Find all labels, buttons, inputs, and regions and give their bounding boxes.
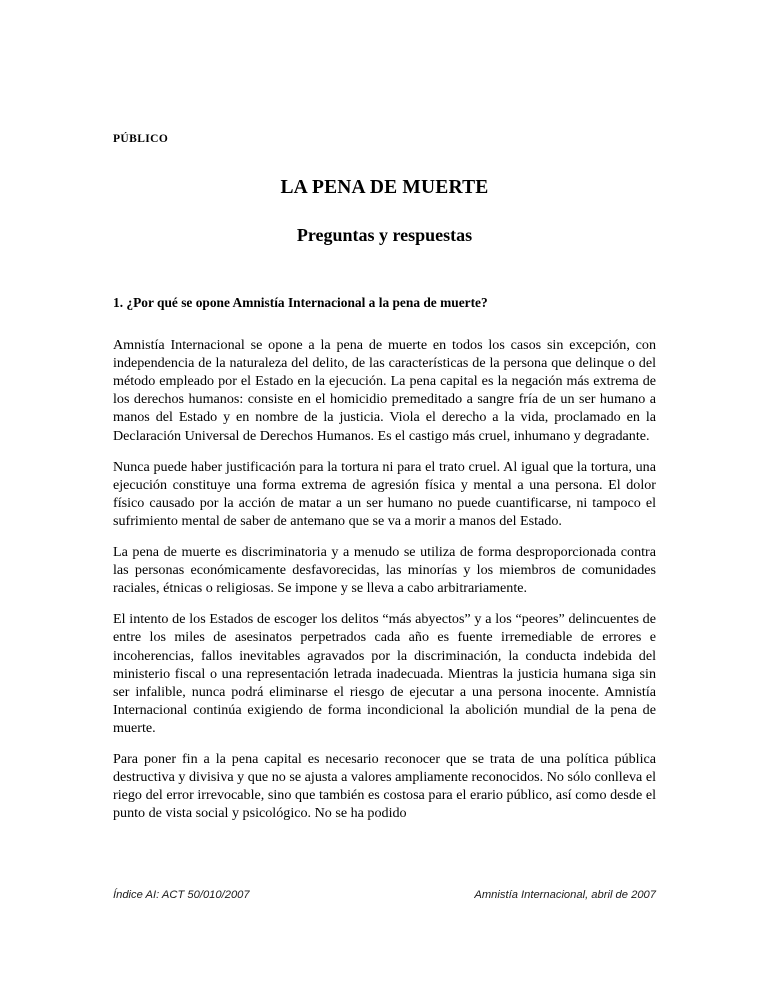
body-paragraph: Para poner fin a la pena capital es necesario reconocer que se trata de una política pública destructiva y divisiva y que no se ajusta a valores ampliamente reconocidos. No sólo conlleva el riego del error irrevocable, sino que también es costosa para el erario público, así como desde el punto de vista social y psicológico. No se ha podido bbox=[113, 750, 656, 822]
body-paragraph: El intento de los Estados de escoger los delitos “más abyectos” y a los “peores” delincuentes de entre los miles de asesinatos perpetrados cada año es fuente irremediable de errores e incoherencias, fallos inevitables agravados por la discriminación, la conducta indebida del ministerio fiscal o una representación letrada inadecuada. Mientras la justicia humana siga sin ser infalible, nunca podrá eliminarse el riesgo de ejecutar a una persona inocente. Amnistía Internacional continúa exigiendo de forma incondicional la abolición mundial de la pena de muerte. bbox=[113, 611, 656, 736]
body-paragraph: Amnistía Internacional se opone a la pena de muerte en todos los casos sin excepción, con independencia de la naturaleza del delito, de las características de la persona que delinque o del método empleado por el Estado en la ejecución. La pena capital es la negación más extrema de los derechos humanos: consiste en el homicidio premeditado a sangre fría de un ser humano a manos del Estado y en nombre de la justicia. Viola el derecho a la vida, proclamado en la Declaración Universal de Derechos Humanos. Es el castigo más cruel, inhumano y degradante. bbox=[113, 337, 656, 444]
footer-organization-date: Amnistía Internacional, abril de 2007 bbox=[474, 889, 656, 901]
page-subtitle: Preguntas y respuestas bbox=[296, 225, 473, 246]
footer-index-label: Índice AI: ACT 50/010/2007 bbox=[113, 889, 250, 901]
body-paragraph: La pena de muerte es discriminatoria y a menudo se utiliza de forma desproporcionada contra las personas económicamente desfavorecidas, las minorías y los miembros de comunidades raciales, étnicas o religiosas. Se impone y se lleva a cabo arbitrariamente. bbox=[113, 544, 656, 597]
question-heading: 1. ¿Por qué se opone Amnistía Internacional a la pena de muerte? bbox=[113, 294, 488, 310]
classification-label: PÚBLICO bbox=[113, 133, 169, 145]
page-title: LA PENA DE MUERTE bbox=[280, 176, 489, 198]
body-paragraph: Nunca puede haber justificación para la tortura ni para el trato cruel. Al igual que la tortura, una ejecución constituye una forma extrema de agresión física y mental a una persona. El dolor físico causado por la acción de matar a un ser humano no puede cuantificarse, ni tampoco el sufrimiento mental de saber de antemano que se va a morir a manos del Estado. bbox=[113, 458, 656, 529]
document-content-column bbox=[113, 0, 656, 822]
page-footer bbox=[113, 888, 656, 902]
